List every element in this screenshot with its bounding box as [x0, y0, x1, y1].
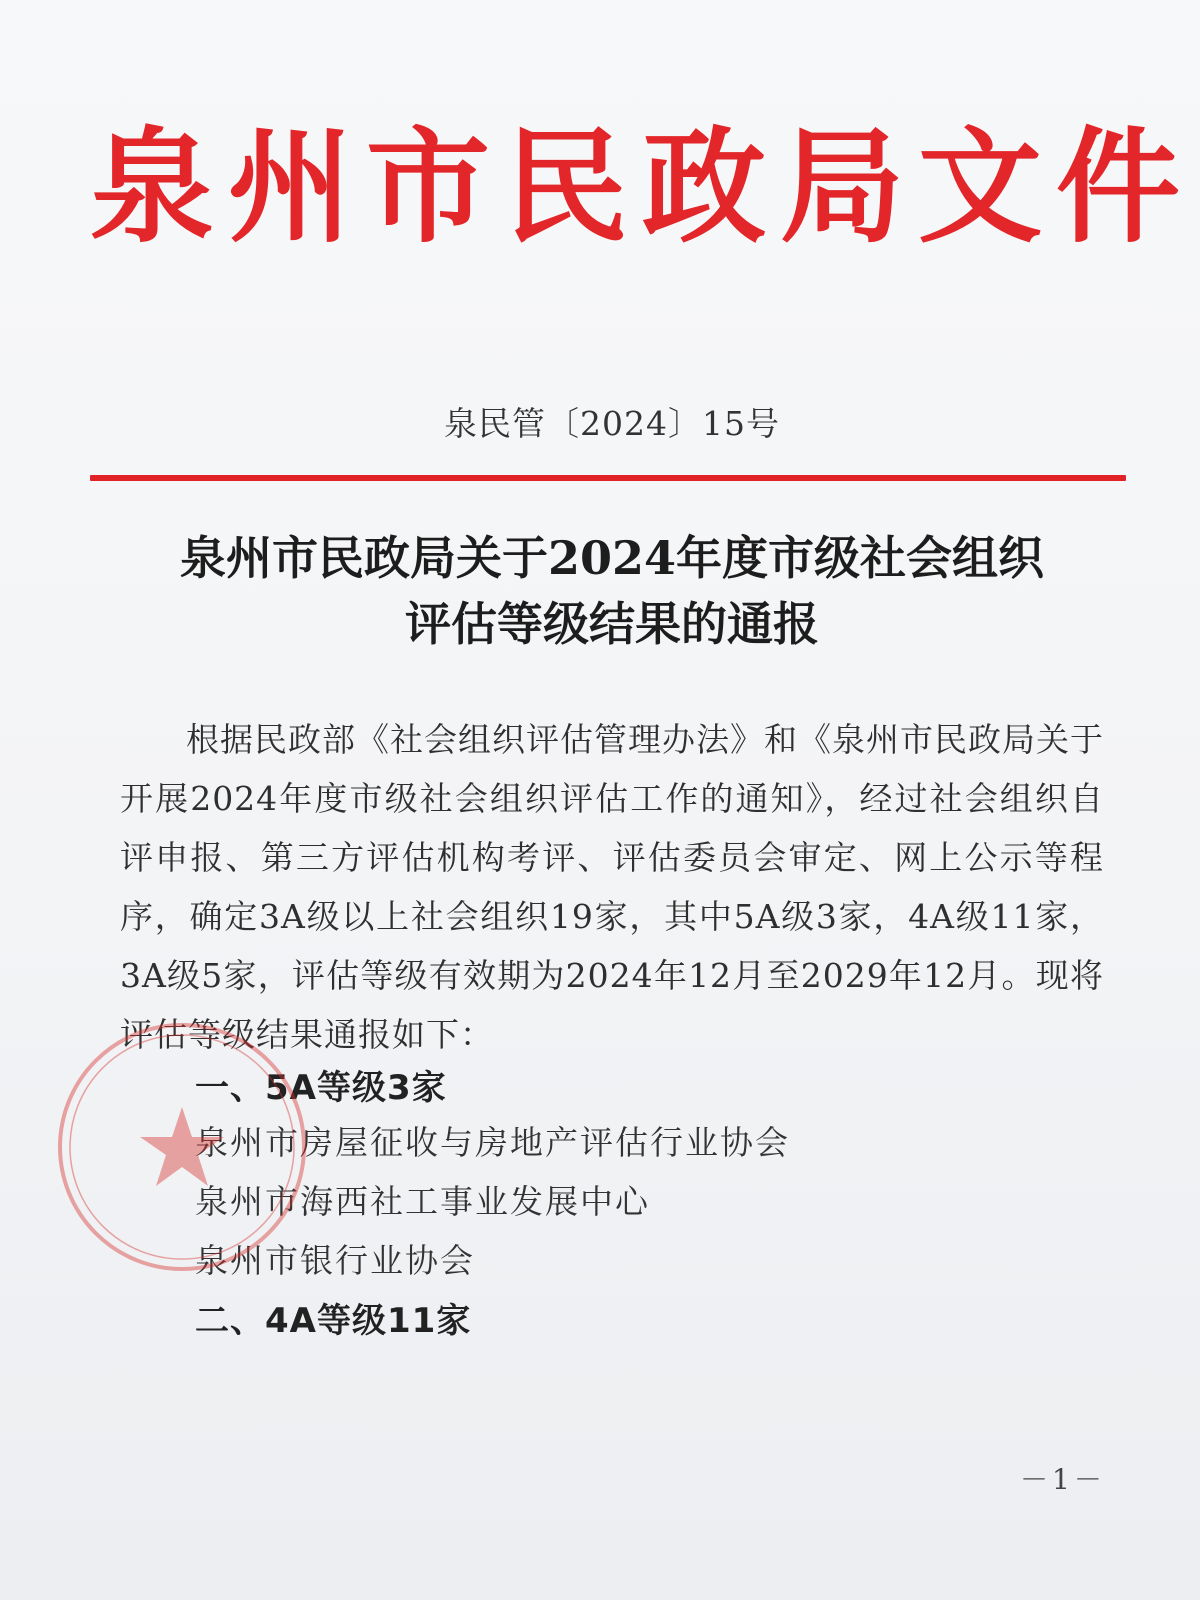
organization-list-item: 泉州市银行业协会 — [195, 1241, 475, 1280]
document-body-paragraph: 根据民政部《社会组织评估管理办法》和《泉州市民政局关于开展2024年度市级社会组织评估工作的通知》，经过社会组织自评申报、第三方评估机构考评、评估委员会审定、网上公示等程序，确定3A级以上社会组织19家，其中5A级3家，4A级11家，3A级5家，评估等级有效期为2024年12月至2029年12月。现将评估等级结果通报如下： — [120, 720, 1104, 1054]
section-heading-5a: 一、5A等级3家 — [195, 1068, 447, 1108]
document-title — [120, 525, 1104, 657]
red-divider-line — [90, 475, 1126, 481]
document-number: 泉民管〔2024〕15号 — [444, 404, 780, 443]
document-title-line-2: 评估等级结果的通报 — [405, 597, 819, 651]
page-number: －1－ — [1020, 1463, 1106, 1496]
document-title-line-1: 泉州市民政局关于2024年度市级社会组织 — [179, 531, 1045, 585]
document-header-title: 泉州市民政局文件 — [90, 115, 1195, 260]
organization-list-item: 泉州市海西社工事业发展中心 — [195, 1182, 650, 1221]
official-seal-icon — [50, 1015, 315, 1280]
organization-list-item: 泉州市房屋征收与房地产评估行业协会 — [195, 1123, 790, 1162]
section-heading-4a: 二、4A等级11家 — [195, 1301, 472, 1341]
